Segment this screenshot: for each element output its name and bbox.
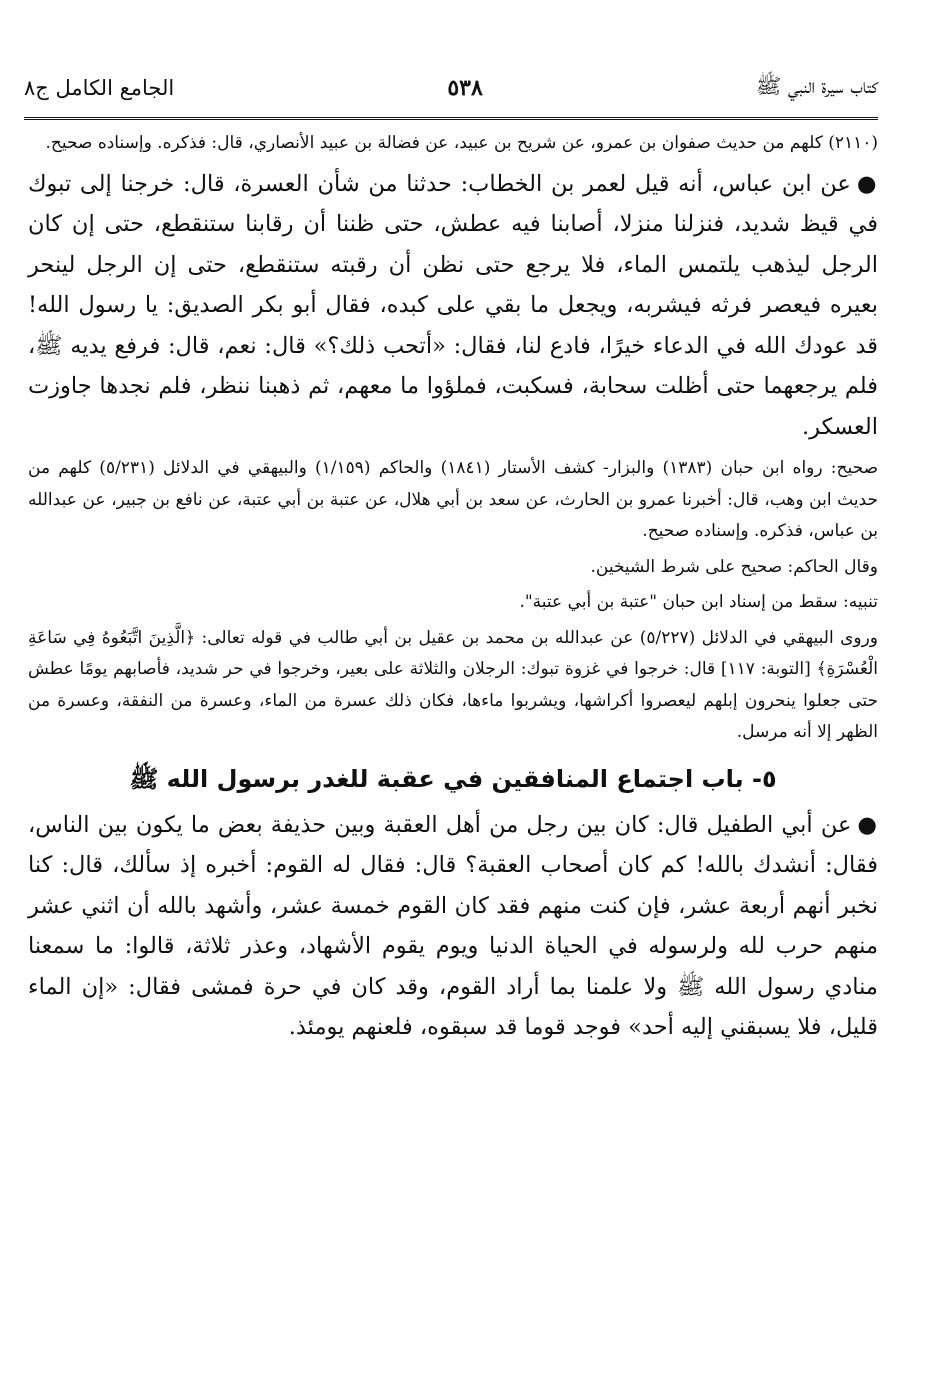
bullet-icon: ● [857,811,878,838]
page-header [24,66,878,110]
hadith-ibn-abbas-paragraph [28,164,878,448]
header-rule [24,117,878,122]
page-content [28,128,878,1054]
hakim-note: وقال الحاكم: صحيح على شرط الشيخين. [590,556,878,577]
hadith-abi-tufayl: عن أبي الطفيل قال: كان بين رجل من أهل العقبة وبين حذيفة بعض ما يكون بين الناس، فقال: أنشدك بالله! كم كان أصحاب العقبة؟ قال: فقال له القوم: أخبره إذ سألك، قال: كنا نخبر أنهم أربعة عشر، فإن كنت منهم فقد كان القوم خمسة عشر، وأشهد بالله أن اثني عشر منهم حرب لله ولرسوله في الحياة الدنيا ويوم يقوم الأشهاد، وعذر ثلاثة، قالوا: ما سمعنا منادي رسول الله ﷺ ولا علمنا بما أراد القوم، وقد كان في حرة فمشى فقال: «إن الماء قليل، فلا يسبقني إليه أحد» فوجد قوما قد سبقوه، فلعنهم يومئذ. [28,811,878,1040]
series-title: الجامع الكامل ج٨ [24,76,175,100]
hadith-ibn-abbas: عن ابن عباس، أنه قيل لعمر بن الخطاب: حدثنا من شأن العسرة، قال: خرجنا إلى تبوك في قيظ شديد، فنزلنا منزلا، أصابنا فيه عطش، حتى ظننا أن رقابنا ستنقطع، حتى إن كان الرجل ليذهب يلتمس الماء، فلا يرجع حتى نظن أن رقبته ستنقطع، حتى إن الرجل لينحر بعيره فيعصر فرثه فيشربه، ويجعل ما بقي على كبده، فقال أبو بكر الصديق: يا رسول الله! قد عودك الله في الدعاء خيرًا، فادع لنا، فقال: «أتحب ذلك؟» قال: نعم، قال: فرفع يديه ﷺ، فلم يرجعهما حتى أظلت سحابة، فسكبت، فملؤوا ما معهم، ثم ذهبنا ننظر، فلم نجدها جاوزت العسكر. [28,170,878,440]
hadith-abi-tufayl-paragraph [28,805,878,1048]
chapter-heading: ٥- باب اجتماع المنافقين في عقبة للغدر برسول الله ﷺ [129,764,777,793]
page-number: ٥٣٨ [447,75,483,101]
book-title: كتاب سيرة النبي ﷺ [755,73,878,98]
bayhaqi-note: وروى البيهقي في الدلائل (٥/٢٢٧) عن عبدالله بن محمد بن عقيل بن أبي طالب في قوله تعالى: ﴿الَّذِينَ اتَّبَعُوهُ فِي سَاعَةِ الْعُسْرَةِ﴾ [التوبة: ١١٧] قال: خرجوا في غزوة تبوك: الرجلان والثلاثة على بعير، وخرجوا في حر شديد، فأصابهم يومًا عطش حتى جعلوا ينحرون إبلهم ليعصروا أكراشها، ويشربوا ماءها، فكان ذلك عسرة من الماء، وعسرة من النفقة، وعسرة من الظهر إلا أنه مرسل. [28,627,879,742]
takhrij-sahih: صحيح: رواه ابن حبان (١٣٨٣) والبزار- كشف الأستار (١٨٤١) والحاكم (١/١٥٩) والبيهقي في الدلائل (٥/٢٣١) كلهم من حديث ابن وهب، قال: أخبرنا عمرو بن الحارث، عن سعد بن أبي هلال، عن عتبة بن أبي عتبة، عن نافع بن جبير، عن عبدالله بن عباس، فذكره. وإسناده صحيح. [28,458,879,541]
tanbih-note: تنبيه: سقط من إسناد ابن حبان "عتبة بن أبي عتبة". [519,592,878,612]
takhrij-2110: (٢١١٠) كلهم من حديث صفوان بن عمرو، عن شريح بن عبيد، عن فضالة بن عبيد الأنصاري، قال: فذكره. وإسناده صحيح. [45,133,878,153]
bullet-icon: ● [856,170,878,197]
